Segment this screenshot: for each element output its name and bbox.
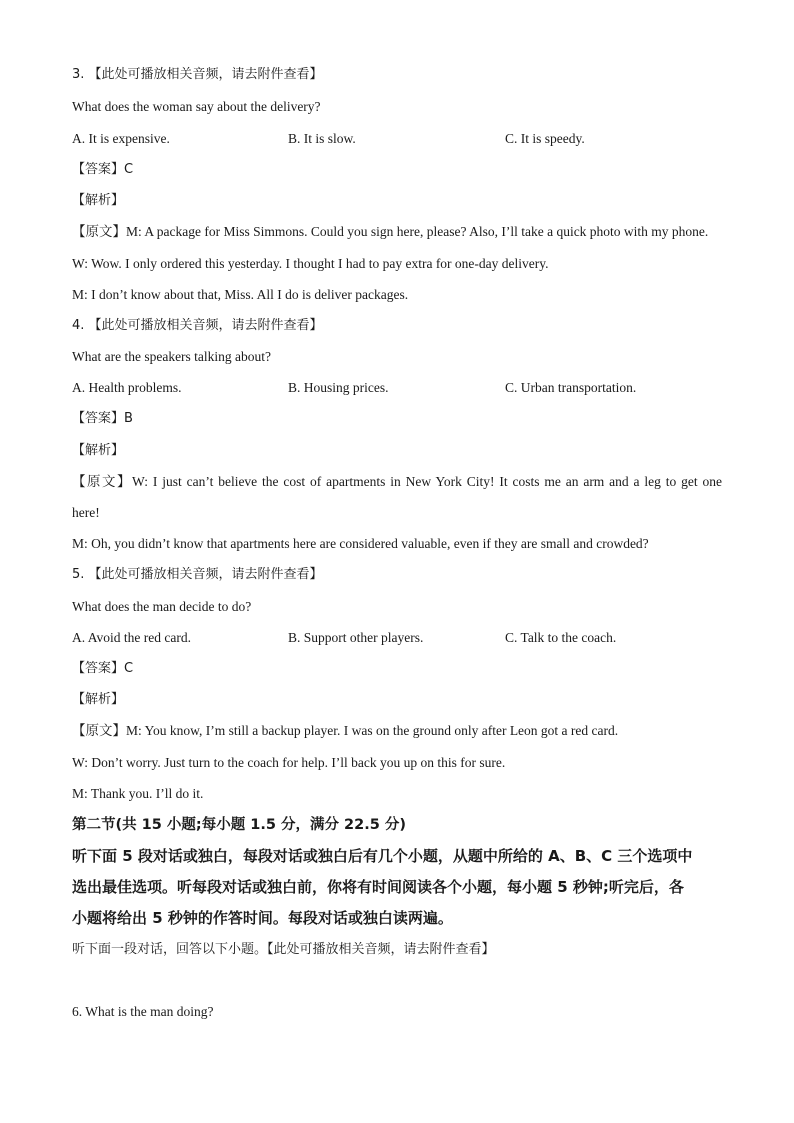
question-3-header: 3. 【此处可播放相关音频，请去附件查看】 [72, 67, 323, 82]
question-5-transcript-line-1: 【原文】M: You know, I’m still a backup player. I was on the ground only after Leon got a red card. [72, 723, 619, 738]
question-5-header: 5. 【此处可播放相关音频，请去附件查看】 [72, 567, 323, 582]
listen-note: 听下面一段对话，回答以下小题。【此处可播放相关音频，请去附件查看】 [72, 942, 495, 957]
question-3-transcript-line-2: W: Wow. I only ordered this yesterday. I thought I had to pay extra for one-day delivery. [72, 256, 549, 271]
question-4-text: What are the speakers talking about? [72, 349, 272, 364]
question-5-option-c: C. Talk to the coach. [505, 630, 617, 645]
question-4-analysis: 【解析】 [72, 443, 125, 458]
question-3-text: What does the woman say about the delivery? [72, 99, 321, 114]
question-6-text: 6. What is the man doing? [72, 1004, 214, 1019]
question-4-transcript-line-2: here! [72, 505, 100, 520]
question-4-transcript-line-1: 【原文】W: I just can’t believe the cost of apartments in New York City! It costs me an arm and a leg to get one [72, 474, 722, 489]
question-5-answer: 【答案】C [72, 661, 134, 676]
section-2-instructions-line-1: 听下面 5 段对话或独白，每段对话或独白后有几个小题，从题中所给的 A、B、C 三个选项中 [72, 847, 693, 865]
question-4-transcript-line-3: M: Oh, you didn’t know that apartments here are considered valuable, even if they are small and crowded? [72, 536, 649, 551]
question-5-analysis: 【解析】 [72, 692, 125, 707]
question-4-option-c: C. Urban transportation. [505, 380, 637, 395]
question-4-header: 4. 【此处可播放相关音频，请去附件查看】 [72, 318, 323, 333]
question-4-option-a: A. Health problems. [72, 380, 182, 395]
question-3-transcript-line-1: 【原文】M: A package for Miss Simmons. Could you sign here, please? Also, I’ll take a quick photo with my phone. [72, 224, 709, 239]
section-2-instructions-line-3: 小题将给出 5 秒钟的作答时间。每段对话或独白读两遍。 [72, 909, 453, 927]
section-2-title: 第二节(共 15 小题;每小题 1.5 分，满分 22.5 分) [72, 817, 406, 833]
section-2-instructions-line-2: 选出最佳选项。听每段对话或独白前，你将有时间阅读各个小题，每小题 5 秒钟;听完后，各 [72, 878, 684, 896]
question-5-option-b: B. Support other players. [288, 630, 424, 645]
question-4-answer: 【答案】B [72, 411, 133, 426]
question-5-transcript-line-2: W: Don’t worry. Just turn to the coach for help. I’ll back you up on this for sure. [72, 755, 506, 770]
question-3-option-b: B. It is slow. [288, 131, 356, 146]
question-5-text: What does the man decide to do? [72, 599, 252, 614]
question-3-transcript-line-3: M: I don’t know about that, Miss. All I do is deliver packages. [72, 287, 409, 302]
question-3-option-c: C. It is speedy. [505, 131, 585, 146]
question-3-option-a: A. It is expensive. [72, 131, 170, 146]
question-5-option-a: A. Avoid the red card. [72, 630, 191, 645]
question-3-answer: 【答案】C [72, 162, 134, 177]
question-4-option-b: B. Housing prices. [288, 380, 389, 395]
question-3-analysis: 【解析】 [72, 193, 125, 208]
question-5-transcript-line-3: M: Thank you. I’ll do it. [72, 786, 204, 801]
